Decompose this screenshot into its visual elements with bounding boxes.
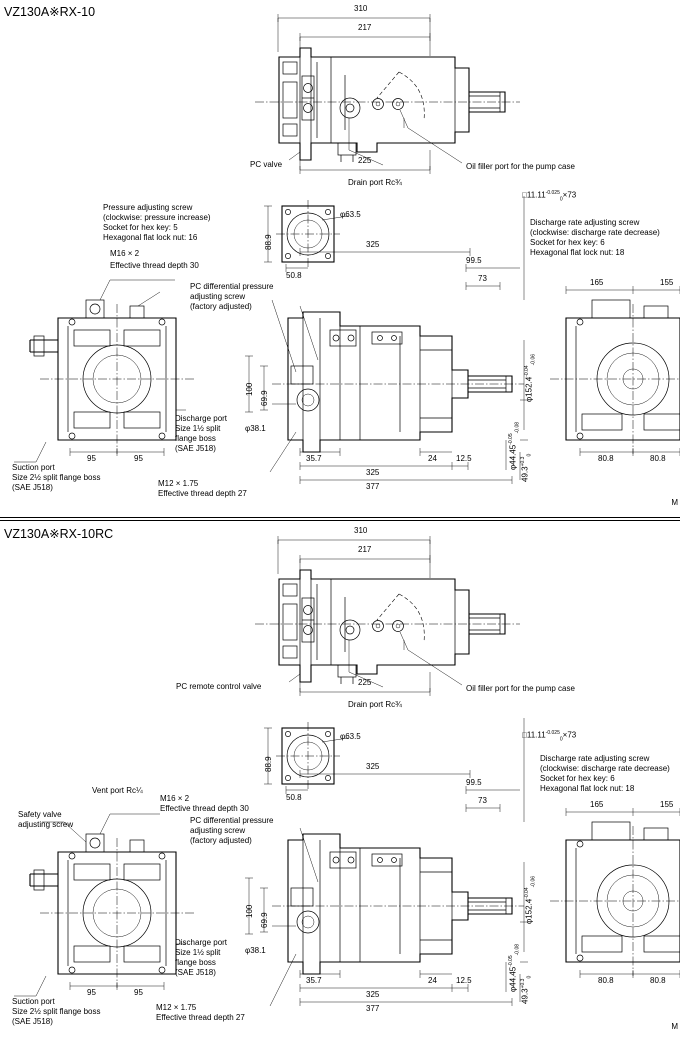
edge-label-top: M	[671, 498, 678, 507]
dim-699: 69.9	[260, 390, 269, 406]
callout-pc-valve: PC valve	[250, 160, 283, 169]
dim-phi4445: $\varphi 44.45^{-0.05}_{-0.08}$	[508, 421, 521, 470]
dim-phi381-2: φ38.1	[245, 946, 266, 955]
dim-889: 88.9	[264, 234, 273, 250]
callout-drain-port: Drain port Rc¾	[348, 178, 402, 187]
callout-m16: M16 × 2	[110, 249, 140, 258]
dim-995: 99.5	[466, 256, 482, 265]
callout-discharge-size: Size 1½ split	[175, 424, 221, 433]
callout-discharge-flange: flange boss	[175, 434, 216, 443]
dim-325-upper-2: 325	[366, 762, 380, 771]
dim-165-2: 165	[590, 800, 604, 809]
callout-suction-port-2: Suction port	[12, 997, 55, 1006]
callout-pc-diff-b1: PC differential pressure	[190, 816, 274, 825]
dim-100: 100	[245, 382, 254, 396]
dim-95-right-2: 95	[134, 988, 143, 997]
dim-phi4445-2: $\varphi 44.45^{-0.05}_{-0.08}$	[508, 943, 521, 992]
dim-95-left-2: 95	[87, 988, 96, 997]
callout-m16-2: M16 × 2	[160, 794, 190, 803]
dim-217-top-2: 217	[358, 545, 372, 554]
callout-suction-port: Suction port	[12, 463, 55, 472]
callout-suction-sae: (SAE J518)	[12, 483, 53, 492]
callout-pressure-locknut: Hexagonal flat lock nut: 16	[103, 233, 198, 242]
dim-phi1524-2: $\varphi 152.4^{-0.04}_{-0.06}$	[524, 875, 537, 924]
section-divider-2	[0, 520, 680, 521]
callout-m12: M12 × 1.75	[158, 479, 199, 488]
callout-discharge-hexkey: Socket for hex key: 6	[530, 238, 605, 247]
callout-discharge-hexkey-2: Socket for hex key: 6	[540, 774, 615, 783]
page-title-top: VZ130A※RX-10	[4, 5, 96, 19]
dim-357-2: 35.7	[306, 976, 322, 985]
callout-discharge-rate-cw-2: (clockwise: discharge rate decrease)	[540, 764, 670, 773]
callout-m12-2: M12 × 1.75	[156, 1003, 197, 1012]
callout-oil-filler-2: Oil filler port for the pump case	[466, 684, 575, 693]
callout-suction-sae-2: (SAE J518)	[12, 1017, 53, 1026]
dim-808-right: 80.8	[650, 454, 666, 463]
callout-pressure-adjusting-screw: Pressure adjusting screw	[103, 203, 193, 212]
page-title-bottom: VZ130A※RX-10RC	[4, 527, 114, 541]
section-vz130a-rx-10	[0, 0, 680, 518]
edge-label-bottom: M	[671, 1022, 678, 1031]
callout-drain-port-2: Drain port Rc¾	[348, 700, 402, 709]
callout-discharge-flange-2: flange boss	[175, 958, 216, 967]
callout-safety-valve: Safety valve	[18, 810, 62, 819]
callout-safety-valve-2: adjusting screw	[18, 820, 74, 829]
callout-discharge-rate-screw: Discharge rate adjusting screw	[530, 218, 640, 227]
dim-889-2: 88.9	[264, 756, 273, 772]
dim-310-top: 310	[354, 4, 368, 13]
front-view-drawing	[0, 0, 680, 518]
callout-vent-port: Vent port Rc¼	[92, 786, 143, 795]
dim-325-lower: 325	[366, 468, 380, 477]
section-vz130a-rx-10rc	[0, 522, 680, 1041]
dim-493-2: $49.3^{+0.3}_0$	[520, 975, 533, 1004]
dim-225-top: 225	[358, 156, 372, 165]
callout-discharge-port-2: Discharge port	[175, 938, 228, 947]
callout-suction-size: Size 2½ split flange boss	[12, 473, 101, 482]
callout-discharge-sae: (SAE J518)	[175, 444, 216, 453]
callout-pc-diff-3: (factory adjusted)	[190, 302, 252, 311]
dim-508: 50.8	[286, 271, 302, 280]
dim-73: 73	[478, 274, 487, 283]
dim-377: 377	[366, 482, 380, 491]
callout-m12-depth: Effective thread depth 27	[158, 489, 247, 498]
callout-discharge-rate-screw-2: Discharge rate adjusting screw	[540, 754, 650, 763]
callout-pc-diff: PC differential pressure	[190, 282, 274, 291]
callout-pc-diff-2: adjusting screw	[190, 292, 246, 301]
callout-m12-depth-2: Effective thread depth 27	[156, 1013, 245, 1022]
dim-phi635-2: φ63.5	[340, 732, 361, 741]
callout-pc-remote-control-valve: PC remote control valve	[176, 682, 262, 691]
dim-377-2: 377	[366, 1004, 380, 1013]
dim-995-2: 99.5	[466, 778, 482, 787]
dim-125-2: 12.5	[456, 976, 472, 985]
dim-24-2: 24	[428, 976, 437, 985]
dim-155-2: 155	[660, 800, 674, 809]
dim-73-2: 73	[478, 796, 487, 805]
callout-discharge-locknut-2: Hexagonal flat lock nut: 18	[540, 784, 635, 793]
callout-discharge-rate-cw: (clockwise: discharge rate decrease)	[530, 228, 660, 237]
callout-square-1111: $□11.11^{-0.025}_0\times 73$	[522, 190, 577, 203]
dim-325-lower-2: 325	[366, 990, 380, 999]
dim-125: 12.5	[456, 454, 472, 463]
dim-493: $49.3^{+0.3}_0$	[520, 453, 533, 482]
dim-310-top-2: 310	[354, 526, 368, 535]
dim-217-top: 217	[358, 23, 372, 32]
section-divider-1	[0, 517, 680, 518]
callout-pressure-hexkey: Socket for hex key: 5	[103, 223, 178, 232]
dim-24: 24	[428, 454, 437, 463]
dim-phi381: φ38.1	[245, 424, 266, 433]
callout-suction-size-2: Size 2½ split flange boss	[12, 1007, 101, 1016]
dim-phi1524: $\varphi 152.4^{-0.04}_{-0.06}$	[524, 353, 537, 402]
dim-357: 35.7	[306, 454, 322, 463]
callout-discharge-size-2: Size 1½ split	[175, 948, 221, 957]
callout-square-1111-2: $□11.11^{-0.025}_0\times 73$	[522, 730, 577, 743]
dim-phi635: φ63.5	[340, 210, 361, 219]
dim-100-2: 100	[245, 904, 254, 918]
dim-155: 155	[660, 278, 674, 287]
dim-325-upper: 325	[366, 240, 380, 249]
callout-discharge-port: Discharge port	[175, 414, 228, 423]
callout-discharge-sae-2: (SAE J518)	[175, 968, 216, 977]
dim-95-left: 95	[87, 454, 96, 463]
callout-discharge-locknut: Hexagonal flat lock nut: 18	[530, 248, 625, 257]
dim-699-2: 69.9	[260, 912, 269, 928]
callout-pc-diff-b2: adjusting screw	[190, 826, 246, 835]
dim-95-right: 95	[134, 454, 143, 463]
callout-pressure-clockwise: (clockwise: pressure increase)	[103, 213, 211, 222]
dim-225-top-2: 225	[358, 678, 372, 687]
dim-808-left: 80.8	[598, 454, 614, 463]
dim-808-right-2: 80.8	[650, 976, 666, 985]
callout-pc-diff-b3: (factory adjusted)	[190, 836, 252, 845]
dim-508-2: 50.8	[286, 793, 302, 802]
callout-m16-depth-2: Effective thread depth 30	[160, 804, 249, 813]
dim-165: 165	[590, 278, 604, 287]
callout-m16-depth: Effective thread depth 30	[110, 261, 199, 270]
callout-oil-filler: Oil filler port for the pump case	[466, 162, 575, 171]
dim-808-left-2: 80.8	[598, 976, 614, 985]
